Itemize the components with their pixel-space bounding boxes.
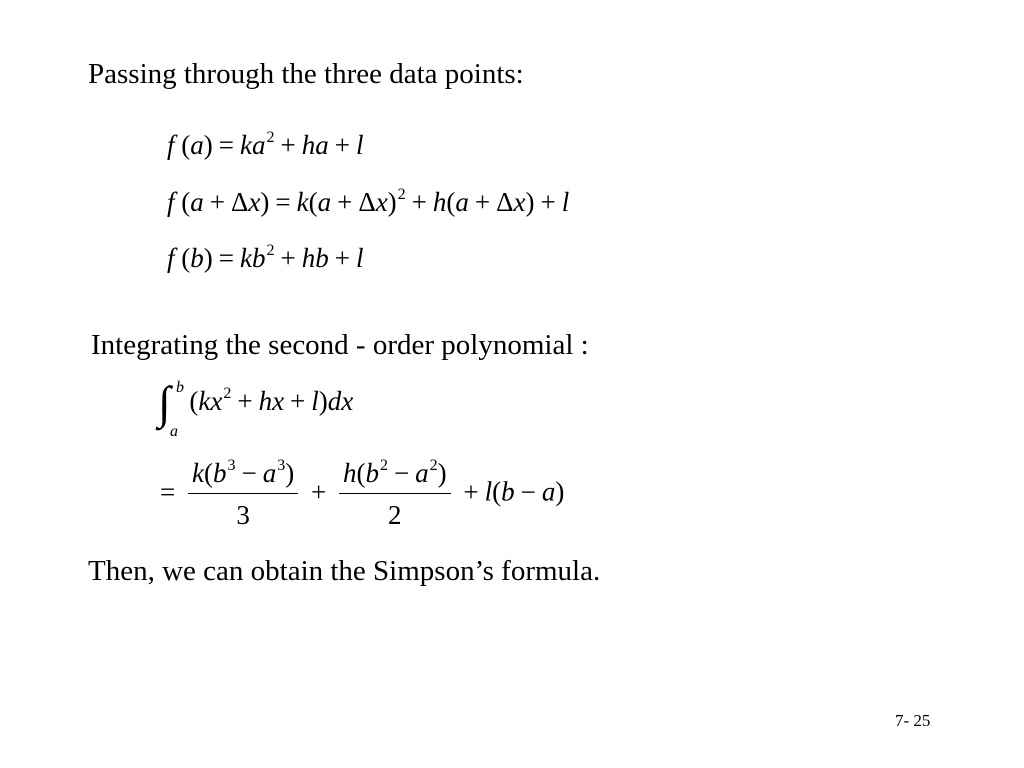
equation-f-a-plus-dx: f $(a + \Delta x) = k(a + \Delta x)^2 + h(a + \Delta x) + l$ [167, 186, 570, 217]
integral-sign: ∫ [158, 377, 171, 428]
equation-f-a: f $(a) = ka^2$ + ha + l [167, 129, 364, 160]
conclusion-text: Then, we can obtain the Simpson’s formula. [88, 555, 601, 587]
integral-upper-limit: b [176, 379, 184, 396]
heading-three-points: Passing through the three data points: [88, 58, 524, 90]
page-number: 7- 25 [895, 711, 931, 730]
equation-f-b: f $(b) = kb^2$ + hb + l [167, 242, 364, 273]
heading-integrating: Integrating the second - order polynomial : [91, 329, 589, 361]
integral-expression: ∫ b a ($kx^2$ + hx + l)dx [158, 377, 354, 440]
integral-result: = $\frac{k(b^3 - a^3)}{3}$ + $\frac{h(b^2 - a^2)}{2}$ + l(b − a) [160, 457, 565, 530]
fraction-k-term: $\frac{k(b^3 - a^3)}{3}$ [188, 460, 298, 529]
fraction-h-term: $\frac{h(b^2 - a^2)}{2}$ [339, 460, 451, 529]
integral-lower-limit: a [170, 423, 178, 440]
